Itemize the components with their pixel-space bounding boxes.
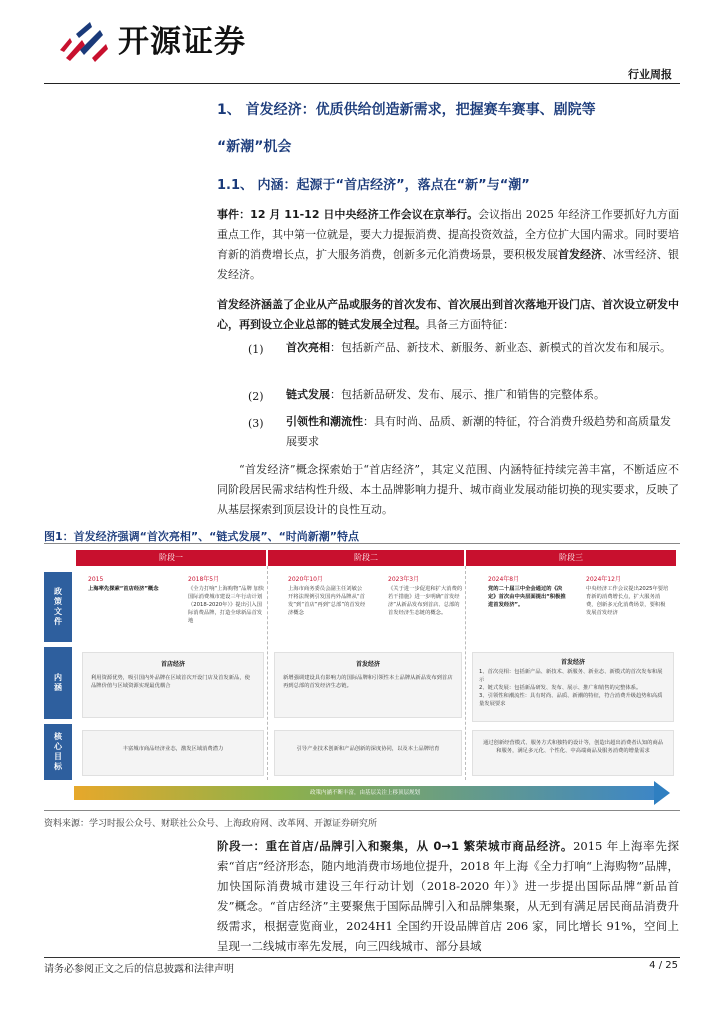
- list-item-1: 首次亮相：包括新产品、新技术、新服务、新业态、新模式的首次发布和展示。: [286, 341, 671, 354]
- logo-icon: [56, 20, 112, 64]
- stage-1-header: 阶段一: [76, 550, 266, 566]
- policy-entry: 2024年12月 中央经济工作会议提出2025年要培育新的消费增长点，扩大服务消费，创新多元化消费场景，要积极发展首发经济: [586, 576, 669, 616]
- footer-disclaimer: 请务必参阅正文之后的信息披露和法律声明: [44, 964, 234, 975]
- goal-box-1: 丰富城市商品经济业态，激发区域消费潜力: [82, 730, 264, 776]
- policy-entry: 2015 上海率先探索“首店经济”概念: [88, 576, 159, 592]
- list-item-2-num: (2): [248, 390, 264, 403]
- figure-source: 资料来源：学习时报公众号、财联社公众号、上海政府网、改革网、开源证券研究所: [44, 819, 378, 829]
- event-bold: 事件：12 月 11-12 日中央经济工作会议在京举行。: [217, 208, 479, 221]
- event-text-2: 、冰雪经济、银发经济。: [217, 248, 679, 281]
- definition-text: 具备三方面特征：: [426, 318, 514, 331]
- policy-entry: 2018年5月 《全力打响“上海购物”品牌 加快国际消费城市建设三年行动计划（2018-2020年）》提出引入国际消费品牌，打造全球新品首发地: [188, 576, 265, 624]
- list-item-2: 链式发展：包括新品研发、发布、展示、推广和销售的完整体系。: [286, 388, 605, 401]
- event-text: 会议指出 2025 年经济工作要抓好九方面重点工作，其中第一位就是，要大力提振消费、提高投资效益，全方位扩大国内需求。同时要培育新的消费增长点，扩大服务消费，创新多元化消费场景，要积极发展: [217, 208, 679, 261]
- arrow-head-icon: [654, 781, 670, 805]
- event-bold-2: 首发经济: [558, 248, 602, 261]
- footer-divider: [44, 957, 680, 958]
- page-number: 4 / 25: [649, 960, 678, 971]
- policy-entry: 2024年8月 党的二十届三中全会通过的《决定》首次由中央层面提出“积极推进首发经济”。: [488, 576, 566, 608]
- stage-divider: [465, 566, 466, 780]
- stage-3-header: 阶段三: [466, 550, 676, 566]
- goal-box-3: 通过创新经营模式、服务方式和独特的设计等，创造出超出消费者认知的商品和服务，满足多元化、个性化、中高端商品及服务消费的增量需求: [472, 730, 674, 776]
- document-type: 行业周报: [628, 68, 672, 81]
- section-1-1-title: 1.1、 内涵：起源于“首店经济”，落点在“新”与“潮”: [217, 178, 530, 193]
- header-divider: [44, 83, 680, 84]
- section-1-title-line2: “新潮”机会: [217, 139, 292, 155]
- definition-bold: 首发经济涵盖了企业从产品或服务的首次发布、首次展出到首次落地开设门店、首次设立研发中心，再到设立企业总部的链式发展全过程。: [217, 298, 679, 331]
- progression-arrow: 政策内涵不断丰富，由基层关注上移顶层规划: [74, 786, 656, 800]
- paragraph-event: [217, 205, 679, 285]
- connotation-box-1: 首店经济 利用资源优势，吸引国内外品牌在区域首次开设门店及首发新品，使品牌价值与区域资源实现最优耦合: [82, 652, 264, 718]
- row-label-connotation: 内涵: [44, 647, 72, 719]
- stage-1-bold: 阶段一：重在首店/品牌引入和聚集，从 0→1 繁荣城市商品经济。: [217, 839, 574, 853]
- section-1-title-line1: 1、 首发经济：优质供给创造新需求，把握赛车赛事、剧院等: [217, 102, 596, 118]
- paragraph-stage-1: [217, 836, 679, 956]
- stage-divider: [267, 566, 268, 780]
- connotation-box-2: 首发经济 新增强调建设具有影响力的国际品牌和引领性本土品牌从新品发布到首店再到总部的首发经济生态链。: [274, 652, 462, 718]
- figure-title: 图1：首发经济强调“首次亮相”、“链式发展”、“时尚新潮”特点: [44, 530, 360, 543]
- figure-bottom-rule: [44, 810, 680, 811]
- policy-entry: 2023年3月 《关于进一步促进和扩大消费的若干措施》进一步明确“首发经济”从新品发布到首店、总部的首发经济生态链的概念。: [388, 576, 463, 616]
- policy-entry: 2020年10月 上海市商务委员会副主任刘敏公开将法规例引发国内外品牌从“首发”到“首店”再到“总部”的首发经济概念: [288, 576, 366, 616]
- row-label-policy: 政策文件: [44, 572, 72, 642]
- row-label-goal: 核心目标: [44, 724, 72, 780]
- paragraph-definition: [217, 295, 679, 335]
- list-item-1-num: (1): [248, 343, 264, 356]
- paragraph-history: “首发经济”概念探索始于“首店经济”，其定义范围、内涵特征持续完善丰富，不断适应不同阶段居民需求结构性升级、本土品牌影响力提升、城市商业发展动能切换的现实要求，反映了从基层探索到顶层设计的良性互动。: [217, 463, 679, 516]
- goal-box-2: 引导产业技术创新和产品创新的深度协同，以及本土品牌培育: [274, 730, 462, 776]
- list-item-3: 引领性和潮流性：具有时尚、品质、新潮的特征，符合消费升级趋势和高质量发展要求: [286, 415, 671, 448]
- list-item-3-num: (3): [248, 417, 264, 430]
- connotation-box-3: 首发经济 1、首次亮相：包括新产品、新技术、新服务、新业态、新模式的首次发布和展示 2、链式发展：包括新品研发、发布、展示、推广和销售的完整体系。 3、引领性和潮流性：具有时尚、品质、新潮的特征，符合消费升级趋势和高质量发展要求: [472, 652, 674, 722]
- stage-2-header: 阶段二: [268, 550, 464, 566]
- stage-1-text: 2015 年上海率先探索“首店”经济形态，随内地消费市场地位提升，2018 年上海《全力打响“上海购物”品牌，加快国际消费城市建设三年行动计划（2018-2020 年）》进一步提出国际品牌“新品首发”概念。“首店经济”主要聚焦于国际品牌引入和品牌集聚，从无到有满足居民商品消费升级需求，根据壹览商业，2024H1 全国约开设品牌首店 206 家，同比增长 91%，空间上呈现一二线城市率先发展，向三四线城市、部分县域: [217, 839, 680, 953]
- figure-top-rule: [44, 543, 680, 544]
- brand-logo-text: 开源证券: [118, 24, 246, 60]
